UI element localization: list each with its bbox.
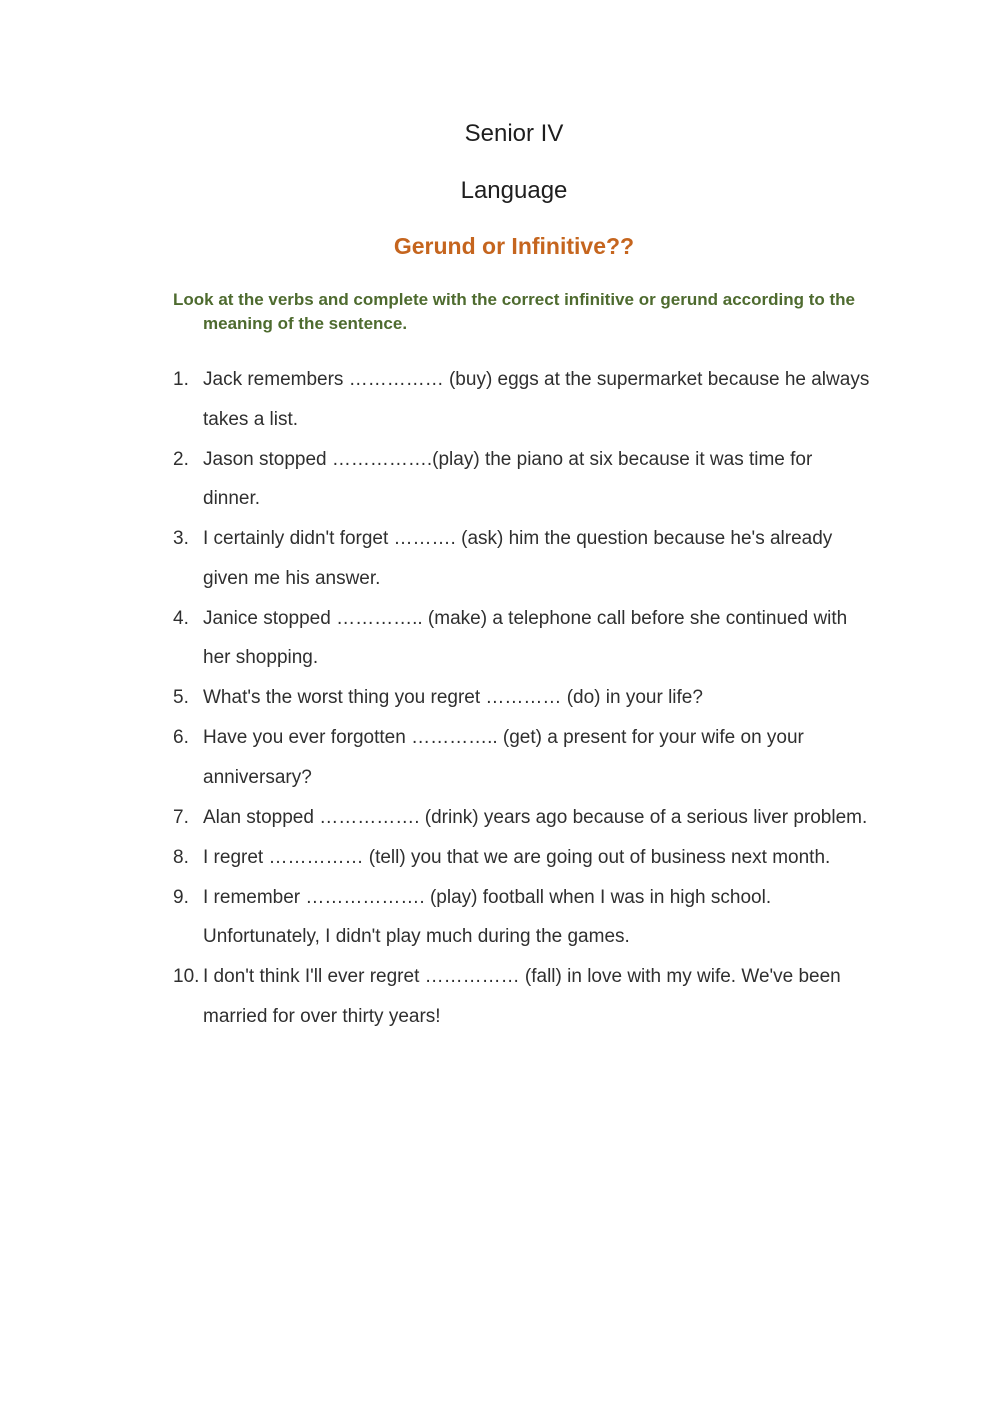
exercise-item: [173, 718, 873, 797]
exercise-item: [173, 360, 873, 439]
exercise-number: 5.: [173, 687, 189, 708]
exercise-sentence: Have you ever forgotten ………….. (get) a present for your wife on your anniversary?: [203, 727, 804, 788]
exercise-number: 8.: [173, 846, 189, 868]
exercise-item: [173, 678, 873, 718]
worksheet-title: Gerund or Infinitive??: [393, 233, 635, 259]
exercise-sentence: I regret …………… (tell) you that we are going out of business next month.: [203, 846, 831, 868]
exercise-item: [173, 440, 873, 519]
instructions-text: Look at the verbs and complete with the correct infinitive or gerund according to the meaning of the sentence.: [173, 290, 855, 333]
exercise-sentence: Jason stopped …………….(play) the piano at six because it was time for dinner.: [203, 448, 813, 509]
exercise-number: 7.: [173, 806, 189, 828]
grade-heading: Senior IV: [464, 120, 564, 147]
subject-heading: Language: [460, 177, 568, 204]
exercise-item: [173, 838, 873, 878]
exercise-number: 4.: [173, 607, 189, 629]
exercise-number: 1.: [173, 369, 189, 390]
exercise-sentence: Alan stopped ……………. (drink) years ago because of a serious liver problem.: [203, 806, 868, 828]
exercise-list: [173, 360, 873, 1037]
exercise-item: [173, 519, 873, 598]
exercise-number: 3.: [173, 528, 189, 549]
exercise-sentence: I don't think I'll ever regret …………… (fall) in love with my wife. We've been married for over thirty years!: [203, 966, 841, 1027]
exercise-item: [173, 599, 873, 678]
exercise-item: [173, 798, 873, 838]
exercise-sentence: What's the worst thing you regret ………… (do) in your life?: [203, 687, 703, 708]
exercise-sentence: Jack remembers …………… (buy) eggs at the supermarket because he always takes a list.: [203, 369, 870, 430]
exercise-number: 2.: [173, 448, 189, 470]
exercise-item: [173, 878, 873, 957]
exercise-sentence: Janice stopped ………….. (make) a telephone call before she continued with her shopping.: [203, 607, 848, 668]
exercise-sentence: I remember ………………. (play) football when I was in high school. Unfortunately, I didn't play much during the games.: [203, 886, 772, 947]
exercise-sentence: I certainly didn't forget ………. (ask) him the question because he's already given me his answer.: [203, 528, 833, 589]
exercise-item: [173, 957, 873, 1036]
exercise-number: 9.: [173, 886, 189, 908]
exercise-number: 10.: [173, 966, 200, 987]
exercise-number: 6.: [173, 727, 189, 748]
